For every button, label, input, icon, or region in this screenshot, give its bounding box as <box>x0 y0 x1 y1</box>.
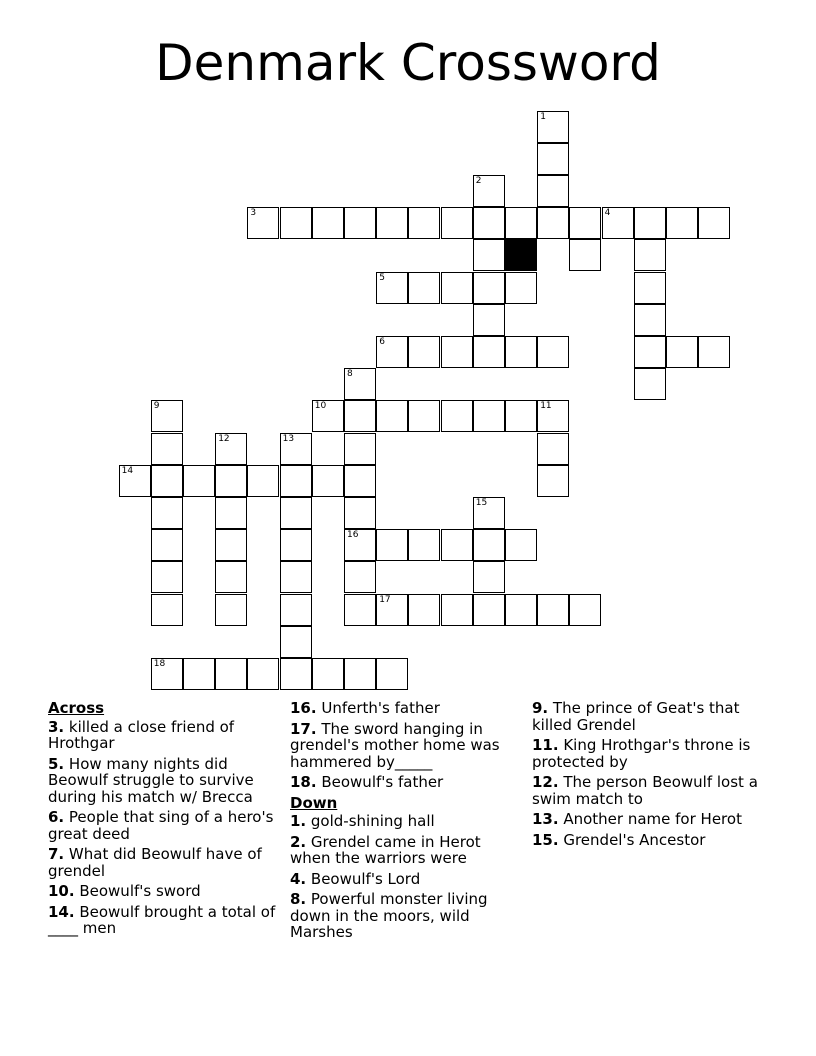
cell-number: 11 <box>540 401 552 412</box>
cell-number: 14 <box>121 465 134 476</box>
grid-cell[interactable] <box>344 561 376 593</box>
grid-cell[interactable] <box>408 336 440 368</box>
clue-text: King Hrothgar's throne is protected by <box>532 736 751 771</box>
grid-cell[interactable] <box>215 497 247 529</box>
grid-cell[interactable] <box>441 594 473 626</box>
grid-cell[interactable] <box>247 465 279 497</box>
grid-cell[interactable] <box>408 594 440 626</box>
grid-cell[interactable] <box>666 207 698 239</box>
clue-number: 12. <box>532 773 559 791</box>
cell-number: 1 <box>540 111 546 122</box>
clues-column-2 <box>290 700 520 945</box>
grid-cell-black <box>505 239 537 271</box>
cell-number: 13 <box>282 433 295 444</box>
grid-cell[interactable] <box>505 400 537 432</box>
grid-cell[interactable] <box>473 497 505 529</box>
cell-number: 5 <box>379 272 385 283</box>
grid-cell[interactable] <box>280 626 312 658</box>
clue-item <box>290 891 520 941</box>
grid-cell[interactable] <box>473 207 505 239</box>
grid-cell[interactable] <box>441 529 473 561</box>
clue-number: 6. <box>48 808 65 826</box>
clue-number: 17. <box>290 719 317 738</box>
grid-cell[interactable] <box>408 400 440 432</box>
grid-cell[interactable] <box>376 336 408 368</box>
clue-number: 1. <box>290 812 307 830</box>
grid-cell[interactable] <box>537 400 569 432</box>
clue-item <box>48 904 278 937</box>
grid-cell[interactable] <box>151 400 183 432</box>
down-heading: Down <box>290 793 338 812</box>
clue-item <box>48 883 278 900</box>
clue-item <box>48 719 278 752</box>
grid-cell[interactable] <box>151 497 183 529</box>
clue-number: 16. <box>290 699 317 717</box>
grid-cell[interactable] <box>312 207 344 239</box>
grid-cell[interactable] <box>344 529 376 561</box>
grid-cell[interactable] <box>408 529 440 561</box>
clue-item <box>532 811 772 828</box>
clue-item <box>290 700 520 717</box>
grid-cell[interactable] <box>280 433 312 465</box>
grid-cell[interactable] <box>344 658 376 690</box>
grid-cell[interactable] <box>151 594 183 626</box>
clue-number: 18. <box>290 773 317 791</box>
grid-cell[interactable] <box>312 400 344 432</box>
cell-number: 18 <box>153 659 166 669</box>
grid-cell[interactable] <box>634 207 666 239</box>
grid-cell[interactable] <box>505 207 537 239</box>
grid-cell[interactable] <box>344 368 376 400</box>
clue-number: 4. <box>290 869 307 888</box>
clue-item <box>290 813 520 830</box>
grid-cell[interactable] <box>537 594 569 626</box>
grid-cell[interactable] <box>280 465 312 497</box>
grid-cell[interactable] <box>473 175 505 207</box>
grid-cell[interactable] <box>376 207 408 239</box>
clue-number: 9. <box>532 699 549 717</box>
grid-cell[interactable] <box>119 465 151 497</box>
grid-cell[interactable] <box>280 207 312 239</box>
grid-cell[interactable] <box>441 336 473 368</box>
grid-cell[interactable] <box>505 272 537 304</box>
grid-cell[interactable] <box>215 465 247 497</box>
grid-cell[interactable] <box>151 433 183 465</box>
cell-number: 12 <box>218 433 230 444</box>
grid-cell[interactable] <box>473 304 505 336</box>
clue-item <box>532 700 772 733</box>
clue-text: Grendel's Ancestor <box>558 830 706 849</box>
clue-text: The person Beowulf lost a swim match to <box>532 773 758 808</box>
grid-cell[interactable] <box>473 561 505 593</box>
grid-cell[interactable] <box>473 594 505 626</box>
grid-cell[interactable] <box>215 433 247 465</box>
clue-text: People that sing of a hero's great deed <box>48 808 274 843</box>
grid-cell[interactable] <box>569 594 601 626</box>
grid-cell[interactable] <box>183 658 215 690</box>
clue-item <box>48 809 278 842</box>
grid-cell[interactable] <box>602 207 634 239</box>
grid-cell[interactable] <box>473 400 505 432</box>
grid-cell[interactable] <box>569 207 601 239</box>
grid-cell[interactable] <box>344 433 376 465</box>
clue-text: Beowulf brought a total of ____ men <box>48 902 276 937</box>
grid-cell[interactable] <box>698 336 730 368</box>
grid-cell[interactable] <box>344 594 376 626</box>
grid-cell[interactable] <box>376 529 408 561</box>
clue-item <box>290 774 520 791</box>
grid-cell[interactable] <box>151 529 183 561</box>
grid-cell[interactable] <box>215 561 247 593</box>
grid-cell[interactable] <box>344 497 376 529</box>
grid-cell[interactable] <box>215 594 247 626</box>
grid-cell[interactable] <box>537 465 569 497</box>
grid-cell[interactable] <box>473 336 505 368</box>
page-title: Denmark Crossword <box>155 34 661 92</box>
cell-number: 8 <box>347 369 353 380</box>
clue-text: Beowulf's Lord <box>306 869 421 888</box>
grid-cell[interactable] <box>634 239 666 271</box>
cell-number: 3 <box>250 208 257 219</box>
grid-cell[interactable] <box>344 400 376 432</box>
grid-cell[interactable] <box>215 658 247 690</box>
clue-number: 2. <box>290 832 307 851</box>
grid-cell[interactable] <box>441 207 473 239</box>
grid-cell[interactable] <box>634 336 666 368</box>
clue-item <box>290 721 520 771</box>
clue-text: Beowulf's father <box>316 773 444 791</box>
grid-cell[interactable] <box>376 272 408 304</box>
grid-cell[interactable] <box>634 304 666 336</box>
grid-cell[interactable] <box>280 658 312 690</box>
grid-cell[interactable] <box>151 465 183 497</box>
clue-item <box>532 774 772 807</box>
grid-cell[interactable] <box>247 658 279 690</box>
grid-cell[interactable] <box>634 272 666 304</box>
grid-cell[interactable] <box>473 529 505 561</box>
clue-text: Another name for Herot <box>558 810 742 828</box>
clue-number: 13. <box>532 810 559 828</box>
grid-cell[interactable] <box>505 529 537 561</box>
cell-number: 16 <box>347 530 359 541</box>
grid-cell[interactable] <box>441 400 473 432</box>
grid-cell[interactable] <box>183 465 215 497</box>
grid-cell[interactable] <box>344 207 376 239</box>
grid-cell[interactable] <box>569 239 601 271</box>
grid-cell[interactable] <box>537 207 569 239</box>
cell-number: 6 <box>379 337 385 347</box>
grid-cell[interactable] <box>151 658 183 690</box>
clue-text: Grendel came in Herot when the warriors were <box>290 832 481 867</box>
grid-cell[interactable] <box>312 465 344 497</box>
grid-cell[interactable] <box>505 594 537 626</box>
grid-cell[interactable] <box>666 336 698 368</box>
grid-cell[interactable] <box>537 143 569 175</box>
grid-cell[interactable] <box>247 207 279 239</box>
grid-cell[interactable] <box>473 239 505 271</box>
clue-text: The sword hanging in grendel's mother home was hammered by_____ <box>290 719 500 771</box>
grid-cell[interactable] <box>280 561 312 593</box>
grid-cell[interactable] <box>408 207 440 239</box>
grid-cell[interactable] <box>537 111 569 143</box>
clue-number: 10. <box>48 882 75 900</box>
grid-cell[interactable] <box>634 368 666 400</box>
cell-number: 10 <box>314 401 327 412</box>
clue-item <box>532 737 772 770</box>
clue-item <box>48 846 278 879</box>
grid-cell[interactable] <box>312 658 344 690</box>
grid-cell[interactable] <box>280 529 312 561</box>
grid-cell[interactable] <box>537 336 569 368</box>
clue-text: Powerful monster living down in the moors, wild Marshes <box>290 890 488 941</box>
grid-cell[interactable] <box>151 561 183 593</box>
clue-number: 8. <box>290 890 307 908</box>
grid-cell[interactable] <box>215 529 247 561</box>
clue-text: gold-shining hall <box>306 812 435 830</box>
clue-number: 14. <box>48 902 75 921</box>
clue-text: How many nights did Beowulf struggle to survive during his match w/ Brecca <box>48 754 254 806</box>
grid-cell[interactable] <box>441 272 473 304</box>
grid-cell[interactable] <box>376 400 408 432</box>
grid-cell[interactable] <box>376 658 408 690</box>
clue-item <box>290 871 520 888</box>
grid-cell[interactable] <box>505 336 537 368</box>
grid-cell[interactable] <box>698 207 730 239</box>
clue-number: 15. <box>532 830 559 849</box>
clue-text: Beowulf's sword <box>74 882 201 900</box>
clue-number: 7. <box>48 845 65 863</box>
grid-cell[interactable] <box>408 272 440 304</box>
cell-number: 2 <box>475 176 482 186</box>
clue-number: 5. <box>48 754 65 773</box>
clues-column-1 <box>48 700 278 941</box>
clue-text: The prince of Geat's that killed Grendel <box>532 699 740 734</box>
clue-item <box>290 834 520 867</box>
across-heading: Across <box>48 699 105 717</box>
cell-number: 4 <box>604 208 611 219</box>
clue-text: What did Beowulf have of grendel <box>48 845 262 880</box>
grid-cell[interactable] <box>280 594 312 626</box>
cell-number: 15 <box>475 498 488 508</box>
grid-cell[interactable] <box>344 465 376 497</box>
grid-cell[interactable] <box>537 175 569 207</box>
grid-cell[interactable] <box>280 497 312 529</box>
grid-cell[interactable] <box>537 433 569 465</box>
clue-number: 11. <box>532 736 559 754</box>
grid-cell[interactable] <box>376 594 408 626</box>
clue-item <box>48 756 278 806</box>
clue-number: 3. <box>48 717 65 736</box>
cell-number: 9 <box>153 401 160 412</box>
cell-number: 17 <box>379 594 391 605</box>
clue-text: killed a close friend of Hrothgar <box>48 717 235 752</box>
grid-cell[interactable] <box>473 272 505 304</box>
clues-column-3 <box>532 700 772 852</box>
clue-item <box>532 832 772 849</box>
clue-text: Unferth's father <box>316 699 440 717</box>
